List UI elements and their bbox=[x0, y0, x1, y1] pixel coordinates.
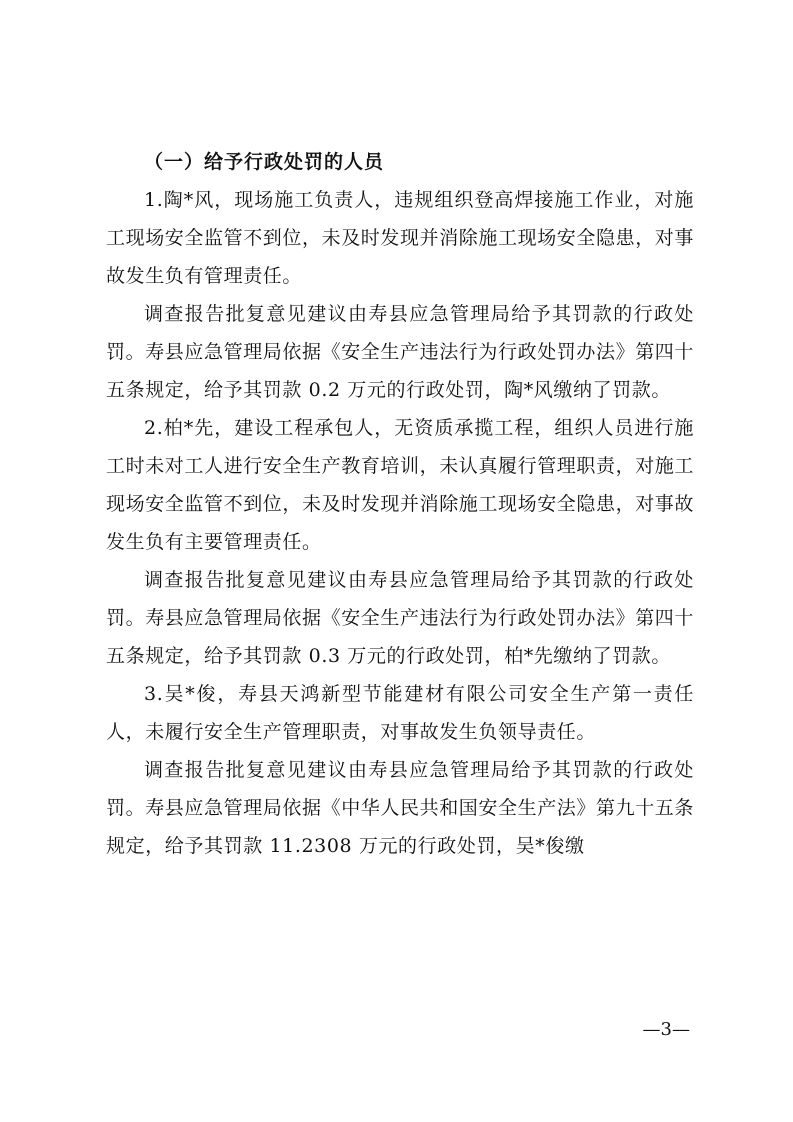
paragraph-1: 1.陶*风，现场施工负责人，违规组织登高焊接施工作业，对施工现场安全监管不到位，未及时发现并消除施工现场安全隐患，对事故发生负有管理责任。 bbox=[106, 189, 695, 287]
paragraph-3: 2.柏*先，建设工程承包人，无资质承揽工程，组织人员进行施工时未对工人进行安全生产教育培训，未认真履行管理职责，对施工现场安全监管不到位，未及时发现并消除施工现场安全隐患，对事故发生负有主要管理责任。 bbox=[106, 417, 695, 553]
page-number: —3— bbox=[642, 1019, 690, 1040]
paragraph-5: 3.吴*俊，寿县天鸿新型节能建材有限公司安全生产第一责任人，未履行安全生产管理职责，对事故发生负领导责任。 bbox=[106, 683, 694, 743]
paragraph-4: 调查报告批复意见建议由寿县应急管理局给予其罚款的行政处罚。寿县应急管理局依据《安全生产违法行为行政处罚办法》第四十五条规定，给予其罚款 0.3 万元的行政处罚，柏*先缴纳了罚款。 bbox=[106, 569, 695, 667]
paragraph-6: 调查报告批复意见建议由寿县应急管理局给予其罚款的行政处罚。寿县应急管理局依据《中华人民共和国安全生产法》第九十五条规定，给予其罚款 11.2308 万元的行政处罚，吴*俊缴 bbox=[106, 759, 695, 857]
paragraph-2: 调查报告批复意见建议由寿县应急管理局给予其罚款的行政处罚。寿县应急管理局依据《安全生产违法行为行政处罚办法》第四十五条规定，给予其罚款 0.2 万元的行政处罚，陶*风缴纳了罚款。 bbox=[106, 303, 695, 401]
document-body bbox=[106, 143, 694, 865]
section-heading: （一）给予行政处罚的人员 bbox=[144, 151, 385, 173]
